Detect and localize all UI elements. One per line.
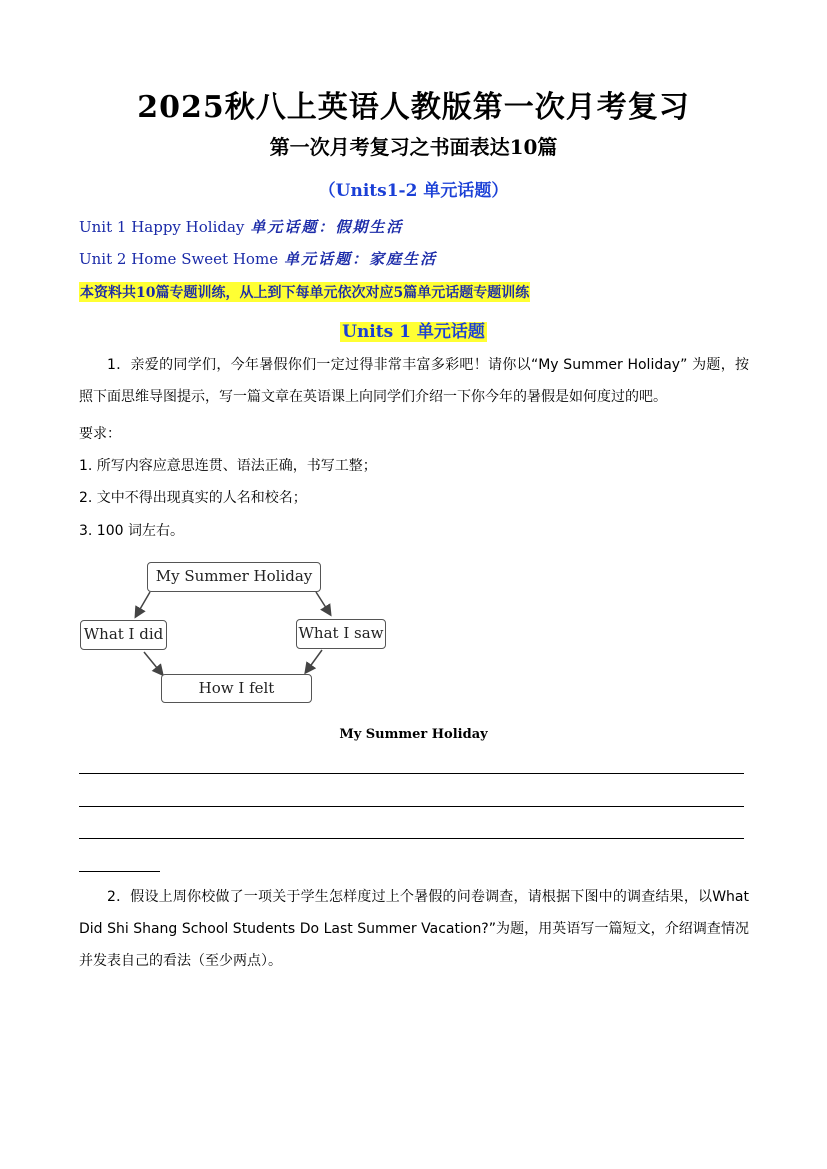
units-range: （Units1-2 单元话题） (318, 181, 509, 201)
essay-title: My Summer Holiday (339, 727, 488, 742)
unit-2-topic: 单元话题：家庭生活 (284, 250, 438, 268)
mindmap-center-node: My Summer Holiday (147, 562, 321, 592)
document-subtitle: 第一次月考复习之书面表达10篇 (269, 135, 558, 159)
answer-line-4 (79, 871, 160, 872)
requirement-1: 1. 所写内容应意思连贯、语法正确，书写工整； (79, 458, 377, 474)
unit-1-line (79, 216, 403, 237)
requirement-3: 3. 100 词左右。 (79, 523, 184, 539)
section-heading (0, 317, 827, 342)
mindmap-left-node: What I did (80, 620, 167, 650)
unit-1-name: Unit 1 Happy Holiday (79, 218, 245, 236)
unit-1-topic: 单元话题：假期生活 (250, 218, 404, 236)
requirement-2: 2. 文中不得出现真实的人名和校名； (79, 490, 307, 506)
resource-note: 本资料共10篇专题训练，从上到下每单元依次对应5篇单元话题专题训练 (79, 282, 530, 302)
question-2-prompt: 2．假设上周你校做了一项关于学生怎样度过上个暑假的问卷调查，请根据下图中的调查结果，以What Did Shi Shang School Students Do Last Summer Vacation?”为题，用英语写一篇短文，介绍调查情况并发表自己的看法（至少两点）。 (79, 889, 749, 969)
section-heading-text: Units 1 单元话题 (342, 322, 485, 342)
mindmap-bottom-node: How I felt (161, 674, 312, 703)
answer-line-1 (79, 773, 744, 774)
unit-2-line (79, 248, 437, 269)
answer-line-3 (79, 838, 744, 839)
unit-2-name: Unit 2 Home Sweet Home (79, 250, 279, 268)
answer-line-2 (79, 806, 744, 807)
requirements-label: 要求： (79, 426, 121, 442)
document-title: 2025秋八上英语人教版第一次月考复习 (137, 90, 690, 125)
question-1-prompt: 1．亲爱的同学们，今年暑假你们一定过得非常丰富多彩吧！请你以“My Summer Holiday” 为题，按照下面思维导图提示，写一篇文章在英语课上向同学们介绍一下你今年的暑假是如何度过的吧。 (79, 357, 749, 405)
mindmap-right-node: What I saw (296, 619, 386, 649)
